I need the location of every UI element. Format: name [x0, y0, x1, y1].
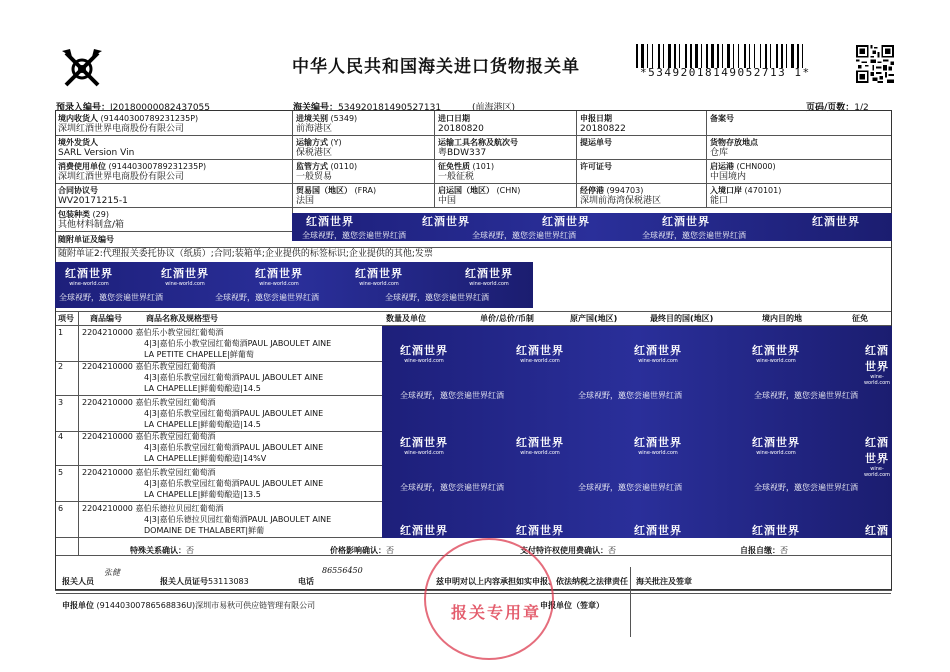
barcode-bar: [756, 44, 759, 68]
goods-item-number: 1: [58, 328, 64, 337]
goods-item-line2: 4|3|嘉伯乐德拉贝园红葡萄酒PAUL JABOULET AINE: [144, 515, 332, 524]
barcode-bar: [800, 44, 801, 68]
barcode-bar: [715, 44, 716, 68]
goods-item-line1: 2204210000 嘉伯乐教堂园红葡萄酒: [82, 398, 216, 407]
self-declare: 自报自缴：否: [740, 546, 788, 555]
goods-item-line3: LA CHAPELLE|鲜葡萄酿造|14.5: [144, 420, 261, 429]
goods-item-line1: 2204210000 嘉伯乐教堂园红葡萄酒: [82, 432, 216, 441]
watermark-banner-mid: 红酒世界 wine-world.com 红酒世界 wine-world.com 红酒世界 wine-world.com 红酒世界 wine-world.com 红酒世界 wine-world.com 全球视野，邀您尝遍世界红酒 全球视野，邀您尝遍世界红酒 全球视野，邀您尝遍世界红酒: [55, 262, 533, 308]
barcode-bar: [636, 44, 638, 68]
shipper-name: SARL Version Vin: [58, 148, 135, 158]
barcode-bar: [674, 44, 676, 68]
goods-item-line3: LA CHAPELLE|鲜葡萄酿造|14.5: [144, 384, 261, 393]
barcode-bar: [706, 44, 708, 68]
goods-item-line2: 4|3|嘉伯乐小教堂园红葡萄酒PAUL JABOULET AINE: [144, 339, 332, 348]
barcode-bar: [735, 44, 737, 68]
goods-item-number: 6: [58, 504, 64, 513]
barcode-bar: [701, 44, 702, 68]
barcode-bar: [709, 44, 710, 68]
barcode-bar: [639, 44, 640, 68]
special-relation: 特殊关系确认：否: [130, 546, 194, 555]
barcode-bar: [658, 44, 660, 68]
barcode-bar: [768, 44, 769, 68]
royalty-confirm: 支付特许权使用费确认：否: [520, 546, 616, 555]
barcode-bar: [747, 44, 748, 68]
barcode-bar: [788, 44, 790, 68]
barcode-bar: [772, 44, 775, 68]
barcode-bar: [797, 44, 799, 68]
customs-emblem-icon: [58, 45, 106, 93]
barcode-bar: [645, 44, 646, 68]
goods-item-number: 5: [58, 468, 64, 477]
barcode-bar: [677, 44, 678, 68]
barcode-bar: [685, 44, 687, 68]
barcode-bar: [751, 44, 753, 68]
declare-date: 20180822: [580, 124, 626, 134]
barcode: [636, 44, 848, 68]
barcode-bar: [661, 44, 662, 68]
barcode-bar: [754, 44, 755, 68]
goods-item-line2: 4|3|嘉伯乐教堂园红葡萄酒PAUL JABOULET AINE: [144, 479, 324, 488]
goods-item-number: 3: [58, 398, 64, 407]
goods-item-line3: LA CHAPELLE|鲜葡萄酿造|14%V: [144, 454, 267, 463]
barcode-bar: [727, 44, 730, 68]
watermark-banner-top: 红酒世界 红酒世界 红酒世界 红酒世界 红酒世界 全球视野，邀您尝遍世界红酒 全球视野，邀您尝遍世界红酒 全球视野，邀您尝遍世界红酒: [292, 213, 892, 241]
watermark-banner-goods: 红酒世界 wine-world.com 红酒世界 wine-world.com 红酒世界 wine-world.com 红酒世界 wine-world.com 红酒世界 wine-world.com 全球视野，邀您尝遍世界红酒 全球视野，邀您尝遍世界红酒 全球视野，邀您尝遍世界红酒 红酒世界 wine-world.com 红酒世界 wine-world.com 红酒世界 wine-world.com 红酒世界 wine-world.com 红酒世界 wine-world.com 全球视野，邀您尝遍世界红酒 全球视野，邀您尝遍世界红酒 全球视野，邀您尝遍世界红酒 红酒世界 红酒世界 红酒世界 红酒世界 红酒世界: [382, 326, 892, 538]
barcode-bar: [784, 44, 785, 68]
barcode-bar: [762, 44, 764, 68]
barcode-bar: [654, 44, 657, 68]
barcode-bar: [647, 44, 648, 68]
phone-handwritten: 86556450: [322, 566, 363, 575]
goods-item-line3: DOMAINE DE THALABERT|鲜葡: [144, 526, 265, 535]
goods-item-line2: 4|3|嘉伯乐教堂园红葡萄酒PAUL JABOULET AINE: [144, 443, 324, 452]
barcode-bar: [717, 44, 719, 68]
consignee-name: 深圳红酒世界电商股份有限公司: [58, 124, 185, 134]
barcode-bar: [765, 44, 767, 68]
goods-item-line2: 4|3|嘉伯乐教堂园红葡萄酒PAUL JABOULET AINE: [144, 373, 324, 382]
goods-item-line3: LA PETITE CHAPELLE|鲜葡萄: [144, 350, 254, 359]
goods-item-line1: 2204210000 嘉伯乐德拉贝园红葡萄酒: [82, 504, 224, 513]
barcode-bar: [779, 44, 780, 68]
goods-item-number: 4: [58, 432, 64, 441]
import-date: 20180820: [438, 124, 484, 134]
barcode-bar: [711, 44, 714, 68]
barcode-bar: [724, 44, 726, 68]
barcode-bar: [804, 44, 806, 68]
pre-entry-number: 预录入编号：I20180000082437055: [56, 103, 211, 113]
barcode-bar: [649, 44, 651, 68]
barcode-bar: [786, 44, 787, 68]
barcode-bar: [688, 44, 689, 68]
barcode-number: *53492018149052713 1*: [640, 66, 811, 79]
declaration-form: 境内收货人 (91440300789231235P) 深圳红酒世界电商股份有限公司 进境关别 (5349) 前海港区 进口日期 20180820 申报日期 20180822 备案号 境外发货人 SARL Version Vin 运输方式 (Y) 保税港区 运输工具名称及航次号 粤BDW337 提运单号 货物存放地点 仓库 消费使用单位 (91440300789231235P) 深圳红酒世界电商股份有限公司 监管方式 (0110) 一般贸易 征免性质 (101) 一般征税 许可证号 启运港 (CHN000) 中国境内 合同协议号 WV20171215-1 贸易国（地区） (FRA) 法国 启运国（地区） (CHN) 中国 经停港 (994703) 深圳前海湾保税港区 入境口岸 (470101) 能口 包装种类 (29) 其他材料制盒/箱 随附单证及编号 随附单证2:代理报关委托协议（纸质）;合同;装箱单;企业提供的标签标识;企业提供的其他;发票 项号 商品编号 商品名称及规格型号 数量及单位 单价/总价/币制 原产国(地区) 最终目的国(地区) 境内目的地 征免 1 2204210000 嘉伯乐小教堂园红葡萄酒 4|3|嘉伯乐小教堂园红葡萄酒PAUL JABOULET AINE LA PETITE CHAPELLE|鲜葡萄 2 2204210000 嘉伯乐教堂园红葡萄酒 4|3|嘉伯乐教堂园红葡萄酒PAUL JABOULET AINE LA CHAPELLE|鲜葡萄酿造|14.5 3 2204210000 嘉伯乐教堂园红葡萄酒 4|3|嘉伯乐教堂园红葡萄酒PAUL JABOULET AINE LA CHAPELLE|鲜葡萄酿造|14.5 4 2204210000 嘉伯乐教堂园红葡萄酒 4|3|嘉伯乐教堂园红葡萄酒PAUL JABOULET AINE LA CHAPELLE|鲜葡萄酿造|14%V 5 2204210000 嘉伯乐教堂园红葡萄酒 4|3|嘉伯乐教堂园红葡萄酒PAUL JABOULET AINE LA CHAPELLE|鲜葡萄酿造|13.5 6 2204210000 嘉伯乐德拉贝园红葡萄酒 4|3|嘉伯乐德拉贝园红葡萄酒PAUL JABOULET AINE DOMAINE DE THALABERT|鲜葡: [55, 110, 892, 590]
barcode-bar: [668, 44, 671, 68]
contract-number: WV20171215-1: [58, 196, 128, 206]
barcode-bar: [795, 44, 796, 68]
barcode-bar: [731, 44, 732, 68]
barcode-bar: [733, 44, 734, 68]
declarant-signature: 张健: [104, 568, 120, 577]
barcode-bar: [672, 44, 673, 68]
barcode-bar: [665, 44, 667, 68]
goods-item-line1: 2204210000 嘉伯乐教堂园红葡萄酒: [82, 468, 216, 477]
barcode-bar: [641, 44, 644, 68]
barcode-bar: [663, 44, 664, 68]
barcode-bar: [695, 44, 698, 68]
customs-declaration-stamp: 报关专用章: [424, 538, 554, 660]
barcode-bar: [690, 44, 692, 68]
barcode-bar: [703, 44, 705, 68]
price-impact: 价格影响确认：否: [330, 546, 394, 555]
barcode-bar: [740, 44, 743, 68]
barcode-bar: [679, 44, 680, 68]
customs-number: 海关编号：534920181490527131 (前海港区): [293, 103, 515, 113]
barcode-bar: [722, 44, 723, 68]
barcode-bar: [781, 44, 783, 68]
barcode-bar: [699, 44, 700, 68]
attached-documents: 随附单证2:代理报关委托协议（纸质）;合同;装箱单;企业提供的标签标识;企业提供的其他;发票: [58, 249, 433, 259]
barcode-bar: [744, 44, 746, 68]
barcode-bar: [749, 44, 750, 68]
barcode-bar: [652, 44, 653, 68]
barcode-bar: [681, 44, 684, 68]
barcode-bar: [693, 44, 694, 68]
barcode-bar: [720, 44, 721, 68]
barcode-bar: [770, 44, 771, 68]
goods-item-line3: LA CHAPELLE|鲜葡萄酿造|13.5: [144, 490, 261, 499]
goods-item-line1: 2204210000 嘉伯乐教堂园红葡萄酒: [82, 362, 216, 371]
barcode-bar: [776, 44, 778, 68]
document-title: 中华人民共和国海关进口货物报关单: [292, 57, 580, 77]
barcode-bar: [738, 44, 739, 68]
goods-item-line2: 4|3|嘉伯乐教堂园红葡萄酒PAUL JABOULET AINE: [144, 409, 324, 418]
goods-item-number: 2: [58, 362, 64, 371]
barcode-bar: [802, 44, 803, 68]
page-number: 页码/页数：1/2: [806, 103, 869, 113]
declaring-unit: 申报单位 (91440300786568836U)深圳市易秋可供应链管理有限公司: [62, 601, 316, 610]
barcode-bar: [760, 44, 761, 68]
barcode-bar: [791, 44, 794, 68]
qr-code-icon: [856, 45, 894, 83]
goods-item-line1: 2204210000 嘉伯乐小教堂园红葡萄酒: [82, 328, 224, 337]
